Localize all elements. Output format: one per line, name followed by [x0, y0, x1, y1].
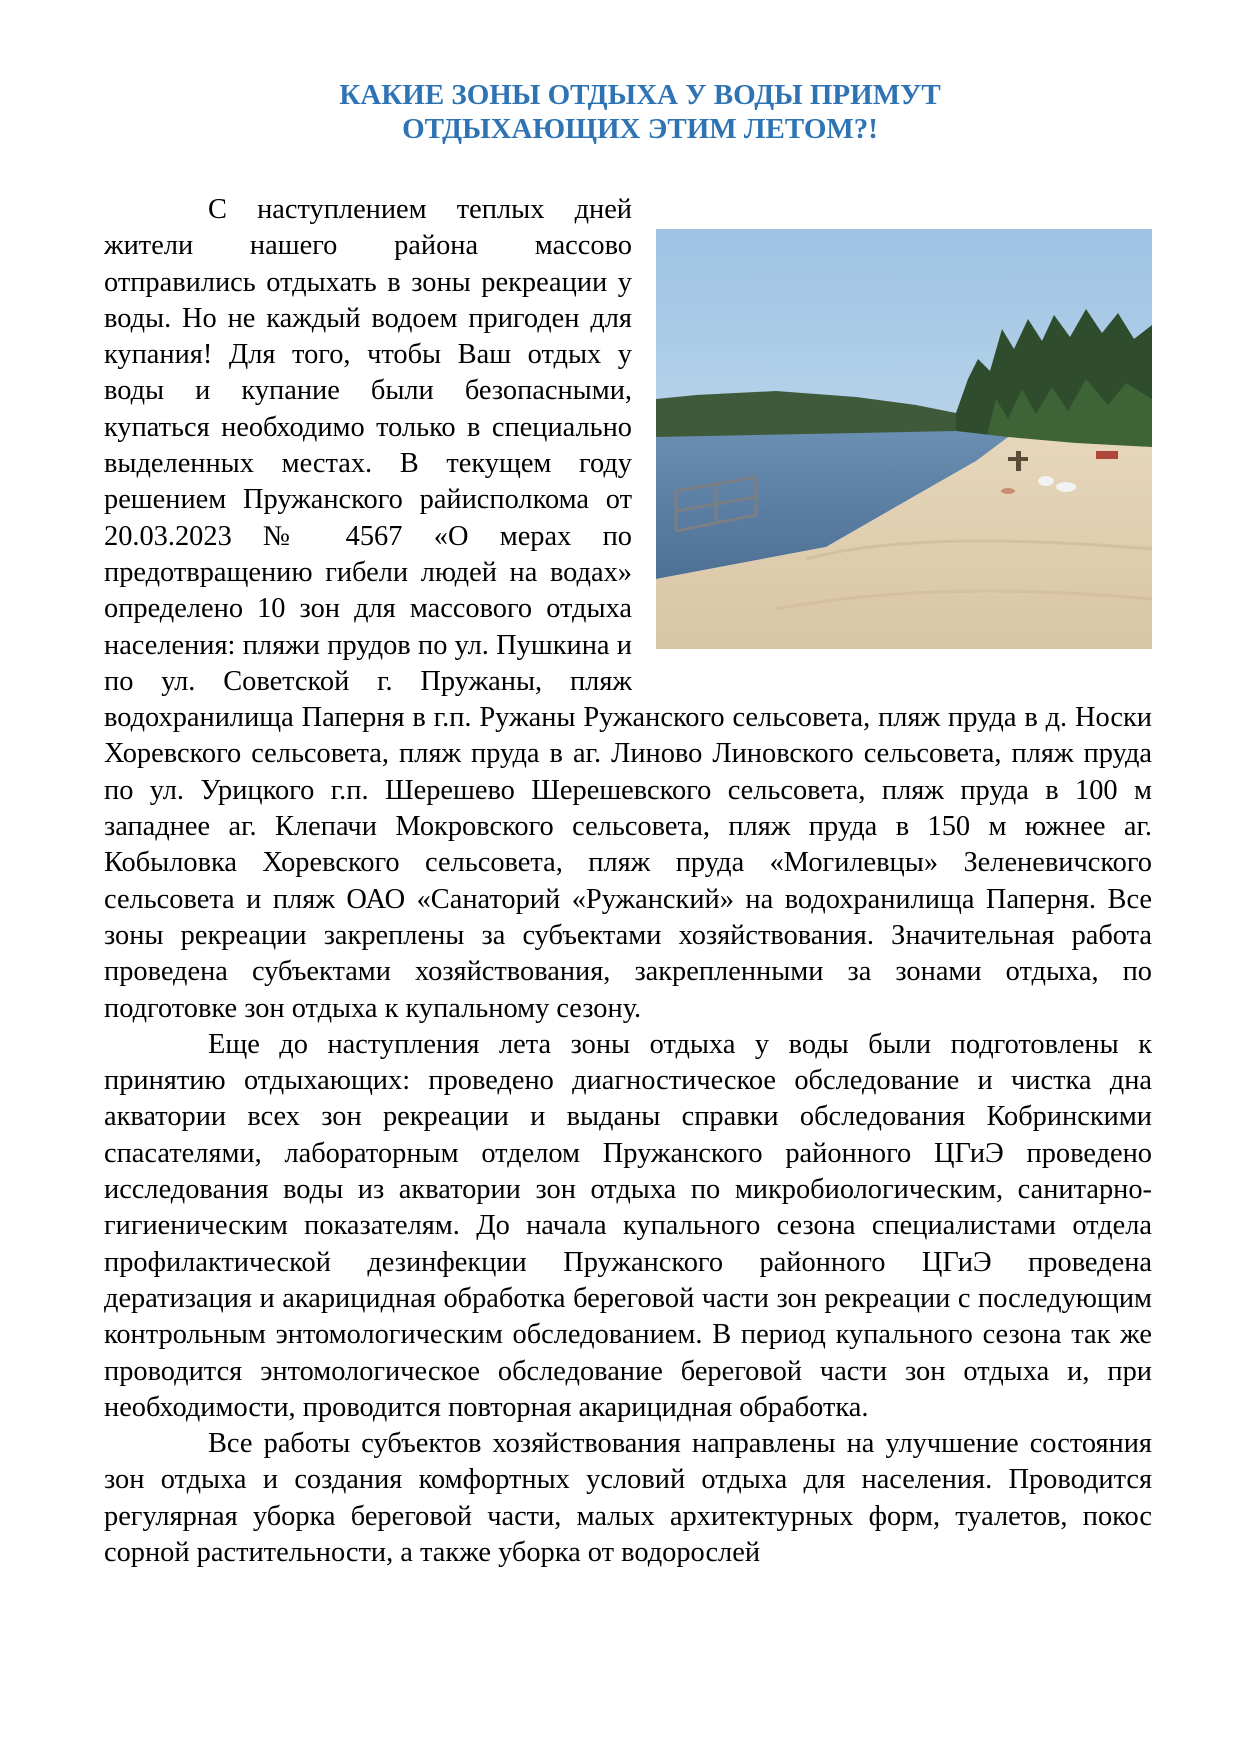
paragraph-1-text: С наступлением теплых дней жители нашего района массово отправились отдыхать в зоны рекреации у воды. Но не каждый водоем пригоден для купания! Для того, чтобы Ваш отдых у воды и купание были безопасными, купаться необходимо только в специально выделенных местах. В текущем году решением Пружанского райисполкома от 20.03.2023 № 4567 «О мерах по предотвращению гибели людей на водах» определено 10 зон для массового отдыха населения: пляжи прудов по ул. Пушкина и по ул. Советской г. Пружаны, пляж водохранилища Паперня в г.п. Ружаны Ружанского сельсовета, пляж пруда в д. Носки Хоревского сельсовета, пляж пруда в аг. Линово Линовского сельсовета, пляж пруда по ул. Урицкого г.п. Шерешево Шерешевского сельсовета, пляж пруда в 100 м западнее аг. Клепачи Мокровского сельсовета, пляж пруда в 150 м южнее аг. Кобыловка Хоревского сельсовета, пляж пруда «Могилевцы» Зеленевичского сельсовета и пляж ОАО «Санаторий «Ружанский» на водохранилища Паперня. Все зоны рекреации закреплены за субъектами хозяйствования. Значительная работа проведена субъектами хозяйствования, закрепленными за зонами отдыха, по подготовке зон отдыха к купальному сезону. — [104, 194, 1152, 1024]
beach-photo — [656, 229, 1152, 649]
paragraph-3: Все работы субъектов хозяйствования направлены на улучшение состояния зон отдыха и создания комфортных условий отдыха для населения. Проводится регулярная уборка береговой части, малых архитектурных форм, туалетов, покос сорной растительности, а также уборка от водорослей — [104, 1428, 1152, 1568]
paragraph-2: Еще до наступления лета зоны отдыха у воды были подготовлены к принятию отдыхающих: проведено диагностическое обследование и чистка дна акватории всех зон рекреации и выданы справки обследования Кобринскими спасателями, лабораторным отделом Пружанского районного ЦГиЭ проведено исследования воды из акватории зон отдыха по микробиологическим, санитарно-гигиеническим показателям. До начала купального сезона специалистами отдела профилактической дезинфекции Пружанского районного ЦГиЭ проведена дератизация и акарицидная обработка береговой части зон рекреации с последующим контрольным энтомологическим обследованием. В период купального сезона так же проводится энтомологическое обследование береговой части зон отдыха и, при необходимости, проводится повторная акарицидная обработка. — [104, 1028, 1152, 1423]
paragraph-1 — [104, 192, 1152, 1027]
article-body — [104, 192, 1152, 1571]
title-line-2: ОТДЫХАЮЩИХ ЭТИМ ЛЕТОМ?! — [402, 113, 878, 145]
page-title — [240, 78, 1040, 146]
title-line-1: КАКИЕ ЗОНЫ ОТДЫХА У ВОДЫ ПРИМУТ — [339, 79, 941, 111]
